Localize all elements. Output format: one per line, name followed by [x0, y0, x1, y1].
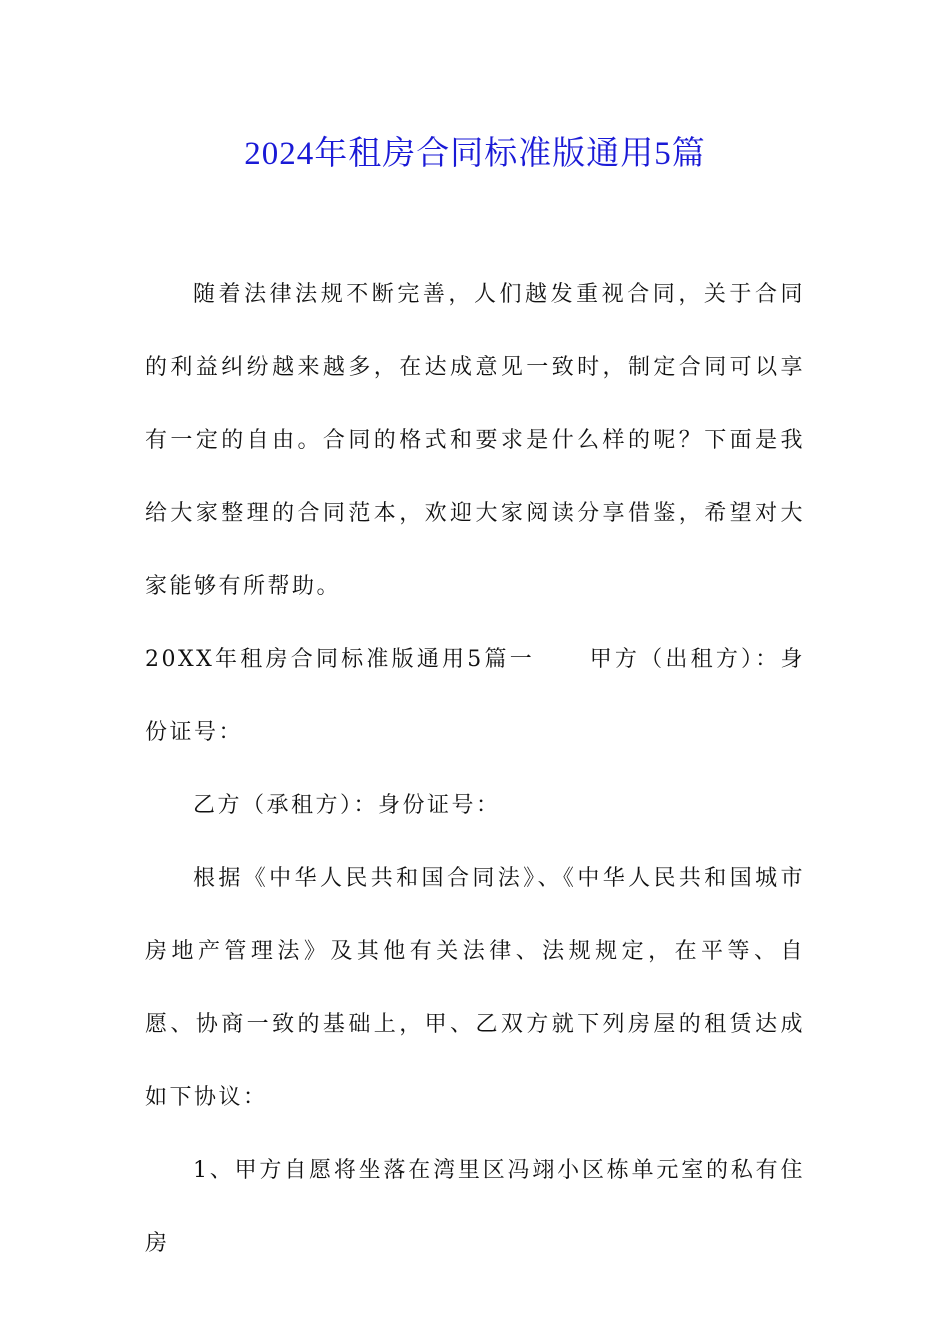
section-heading: 20XX年租房合同标准版通用5篇一	[145, 647, 535, 672]
document-body	[145, 258, 805, 1280]
document-title: 2024年租房合同标准版通用5篇	[244, 136, 706, 172]
party-a-line: 甲方（出租方）：身份证号：	[145, 647, 805, 745]
intro-paragraph: 随着法律法规不断完善，人们越发重视合同，关于合同的利益纠纷越来越多，在达成意见一致时，制定合同可以享有一定的自由。合同的格式和要求是什么样的呢？下面是我给大家整理的合同范本，欢迎大家阅读分享借鉴，希望对大家能够有所帮助。	[145, 282, 805, 599]
party-b-line: 乙方（承租方）：身份证号：	[193, 793, 501, 818]
section-heading-line	[145, 623, 805, 769]
legal-basis-paragraph: 根据《中华人民共和国合同法》、《中华人民共和国城市房地产管理法》及其他有关法律、法规规定，在平等、自愿、协商一致的基础上，甲、乙双方就下列房屋的租赁达成如下协议：	[145, 866, 805, 1110]
clause-1-paragraph: 1、甲方自愿将坐落在湾里区冯翊小区栋单元室的私有住房	[145, 1158, 805, 1256]
